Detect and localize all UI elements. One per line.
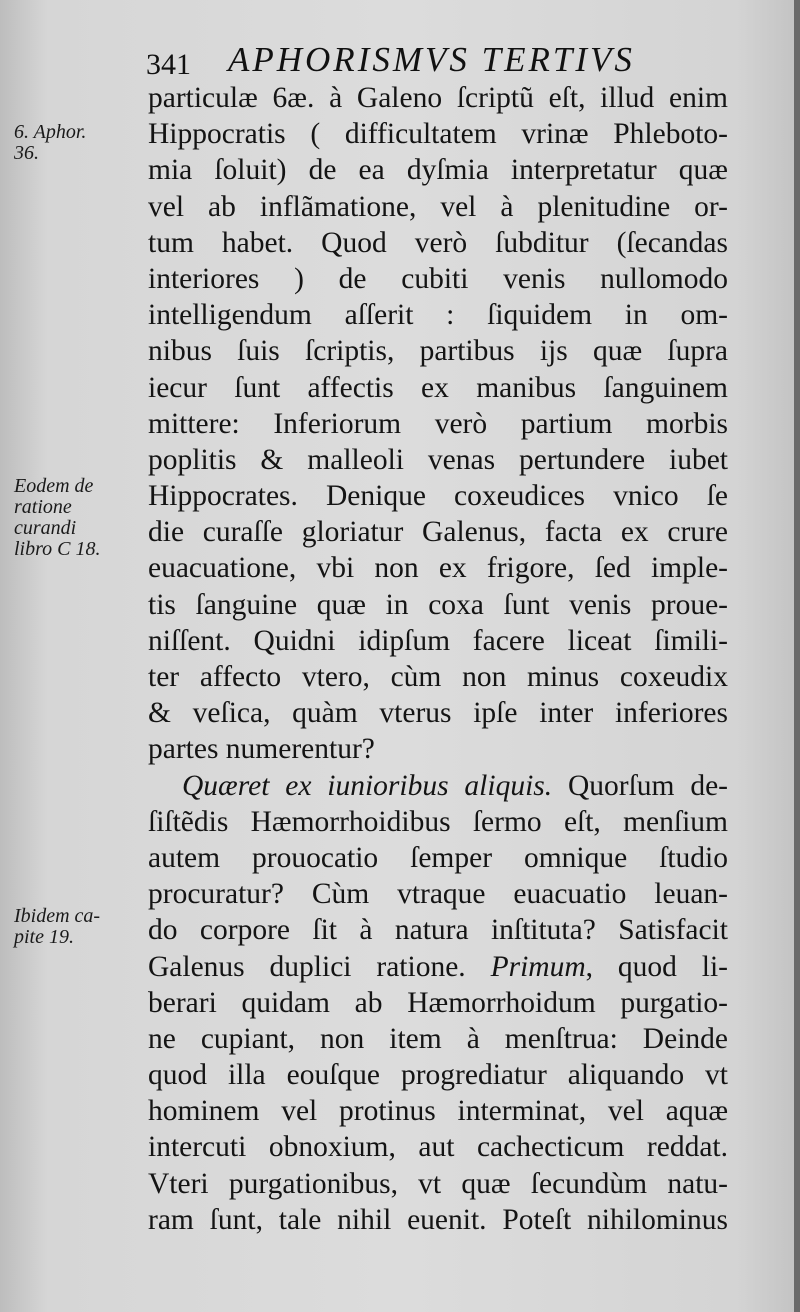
text-line: ram ſunt, tale nihil euenit. Poteſt nihilominus (148, 1203, 728, 1236)
text-line-primum (148, 949, 728, 985)
text-line: ter affecto vtero, cùm non minus coxeudix (148, 661, 728, 693)
text-line-question (148, 768, 728, 804)
text-line: tum habet. Quod verò ſubditur (ſecandas (148, 226, 728, 259)
text-line: Hippocratis ( difficultatem vrinæ Phleboto- (148, 118, 728, 151)
text-line: Vteri purgationibus, vt quæ ſecundùm natu- (148, 1167, 728, 1200)
text-line: interiores ) de cubiti venis nullomodo (148, 262, 728, 295)
body-text (148, 80, 728, 1238)
text-line: quod illa eouſque progrediatur aliquando vt (148, 1059, 728, 1092)
text-line: ne cupiant, non item à menſtrua: Deinde (148, 1022, 728, 1055)
text-line: intercuti obnoxium, aut cachecticum reddat. (148, 1131, 728, 1164)
margin-note-line: libro C 18. (14, 538, 101, 560)
running-title: APHORISMVS TERTIVS (228, 40, 635, 79)
margin-note-line: 36. (14, 142, 39, 164)
text-line: euacuatione, vbi non ex frigore, ſed imple- (148, 552, 728, 585)
text-line: ſiſtẽdis Hæmorrhoidibus ſermo eſt, menſium (148, 805, 728, 838)
page-edge (794, 0, 800, 1312)
margin-note-line: ratione (14, 496, 72, 518)
text-line: procuratur? Cùm vtraque euacuatio leuan- (148, 878, 728, 911)
margin-note-line: 6. Aphor. (14, 121, 87, 143)
text-line: niſſent. Quidni idipſum facere liceat ſimili- (148, 624, 728, 657)
text-line: particulæ 6æ. à Galeno ſcriptũ eſt, illud enim (148, 82, 728, 114)
margin-note-aphorism-ref (14, 122, 138, 164)
text-line: nibus ſuis ſcriptis, partibus ijs quæ ſupra (148, 335, 728, 368)
margin-note-eodem-de-ratione (14, 476, 138, 560)
text-line: hominem vel protinus interminat, vel aquæ (148, 1095, 728, 1128)
page-number: 341 (146, 48, 191, 81)
text-line: Hippocrates. Denique coxeudices vnico ſe (148, 480, 728, 513)
text-line: partes numerentur? (148, 733, 375, 766)
text-line: vel ab inflãmatione, vel à plenitudine or- (148, 190, 728, 223)
text-line: iecur ſunt affectis ex manibus ſanguinem (148, 371, 728, 404)
text-fragment: Quorſum de- (552, 769, 728, 802)
text-line: & veſica, quàm vterus ipſe inter inferiores (148, 697, 728, 730)
margin-note-line: pite 19. (14, 926, 74, 948)
italic-phrase: Quæret ex iunioribus aliquis. (182, 769, 553, 802)
text-line: mittere: Inferiorum verò partium morbis (148, 407, 728, 440)
margin-note-line: Eodem de (14, 475, 94, 497)
text-line: do corpore ſit à natura inſtituta? Satisfacit (148, 914, 728, 947)
text-line: autem prouocatio ſemper omnique ſtudio (148, 841, 728, 874)
text-line: mia ſoluit) de ea dyſmia interpretatur quæ (148, 154, 728, 187)
margin-note-ibidem-capite (14, 906, 138, 948)
text-line: poplitis & malleoli venas pertundere iubet (148, 443, 728, 476)
margin-note-line: curandi (14, 517, 77, 539)
text-line: intelligendum aſſerit : ſiquidem in om- (148, 299, 728, 332)
text-line: die curaſſe gloriatur Galenus, facta ex crure (148, 516, 728, 549)
italic-word: Primum (490, 950, 586, 983)
text-fragment: , quod li- (585, 950, 728, 983)
text-fragment: Galenus duplici ratione. (148, 950, 466, 983)
margin-note-line: Ibidem ca- (14, 905, 101, 927)
text-line: berari quidam ab Hæmorrhoidum purgatio- (148, 986, 728, 1019)
text-line: tis ſanguine quæ in coxa ſunt venis proue- (148, 588, 728, 621)
